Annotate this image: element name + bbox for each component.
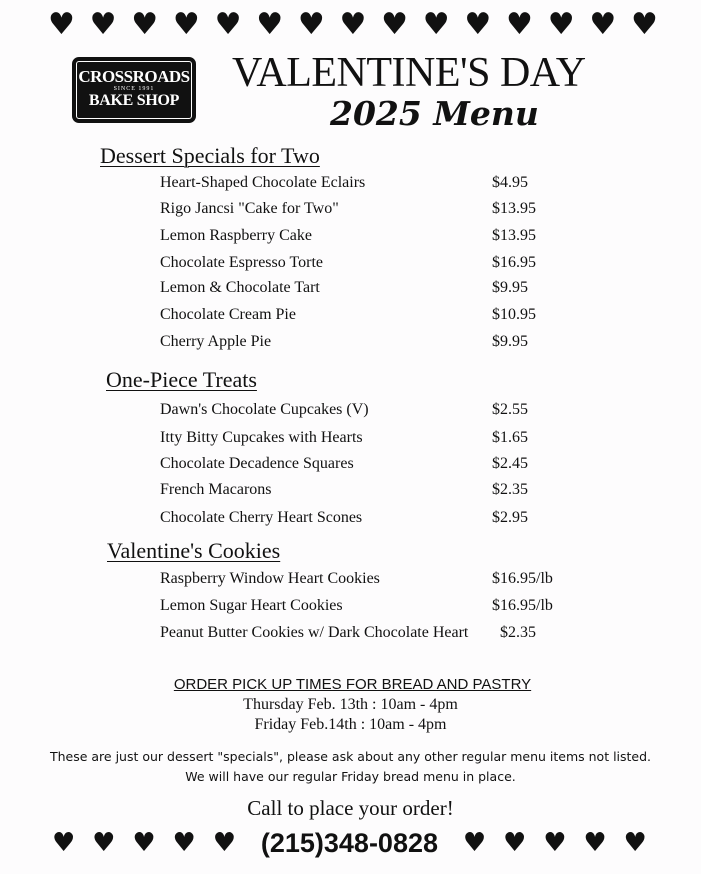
heart-icon: ♥ [462, 828, 487, 858]
item-name: French Macarons [160, 481, 272, 498]
menu-item [160, 452, 640, 476]
menu-item [160, 197, 640, 221]
heart-icon: ♥ [630, 7, 658, 42]
item-price: $10.95 [492, 306, 536, 323]
heart-icon: ♥ [48, 7, 75, 42]
pickup-friday: Friday Feb.14th : 10am - 4pm [254, 716, 447, 733]
item-price: $16.95 [492, 254, 536, 271]
item-name: Itty Bitty Cupcakes with Hearts [160, 429, 363, 446]
item-price: $2.95 [492, 509, 528, 526]
menu-item [160, 478, 640, 502]
item-name: Lemon & Chocolate Tart [160, 279, 320, 296]
menu-item [160, 621, 640, 645]
heart-icon: ♥ [214, 7, 242, 42]
bake-shop-logo [72, 57, 196, 123]
heart-icon: ♥ [256, 7, 284, 42]
pickup-thursday: Thursday Feb. 13th : 10am - 4pm [243, 696, 458, 713]
item-price: $1.65 [492, 429, 528, 446]
item-name: Heart-Shaped Chocolate Eclairs [160, 174, 366, 191]
heart-icon: ♥ [172, 7, 200, 42]
specials-note: These are just our dessert "specials", please ask about any other regular menu items not listed. [49, 749, 652, 764]
item-name: Chocolate Cherry Heart Scones [160, 509, 363, 526]
menu-item [160, 398, 640, 422]
phone-number[interactable]: (215)348-0828 [260, 827, 438, 858]
heart-icon: ♥ [381, 7, 409, 42]
menu-item [160, 171, 640, 195]
call-to-order: Call to place your order! [247, 796, 454, 820]
item-price: $2.45 [492, 455, 528, 472]
item-price: $16.95/lb [492, 597, 553, 614]
menu-item [160, 330, 640, 354]
heart-icon: ♥ [623, 828, 647, 858]
item-price: $13.95 [492, 200, 536, 217]
item-price: $9.95 [492, 333, 528, 350]
item-name: Rigo Jancsi "Cake for Two" [160, 200, 339, 217]
heart-icon: ♥ [503, 828, 527, 858]
pickup-times-title: ORDER PICK UP TIMES FOR BREAD AND PASTRY [173, 676, 532, 693]
logo-line-1: CROSSROADS [78, 67, 190, 86]
item-price: $2.35 [492, 481, 528, 498]
heart-icon: ♥ [297, 7, 325, 42]
menu-item [160, 303, 640, 327]
heart-icon: ♥ [92, 828, 116, 858]
logo-line-2: SINCE 1991 [113, 86, 155, 92]
section-title-dessert-specials: Dessert Specials for Two [100, 143, 320, 168]
item-name: Cherry Apple Pie [160, 333, 272, 350]
item-price: $2.35 [500, 624, 536, 641]
item-name: Chocolate Decadence Squares [160, 455, 354, 472]
heart-icon: ♥ [339, 7, 367, 42]
menu-item [160, 506, 640, 530]
item-price: $4.95 [492, 174, 528, 191]
item-name: Chocolate Espresso Torte [160, 254, 323, 271]
heart-icon: ♥ [583, 828, 607, 858]
item-price: $13.95 [492, 227, 536, 244]
menu-item [160, 426, 640, 450]
heart-icon: ♥ [422, 7, 450, 42]
page-title: VALENTINE'S DAY [232, 50, 586, 96]
item-price: $16.95/lb [492, 570, 553, 587]
menu-item [160, 251, 640, 275]
heart-icon: ♥ [212, 828, 236, 858]
menu-item [160, 567, 640, 591]
item-price: $9.95 [492, 279, 528, 296]
menu-item [160, 594, 640, 618]
heart-icon: ♥ [547, 7, 575, 42]
item-name: Dawn's Chocolate Cupcakes (V) [160, 401, 369, 418]
heart-icon: ♥ [172, 828, 196, 858]
heart-icon: ♥ [89, 7, 117, 42]
menu-subtitle: 2025 Menu [330, 94, 539, 133]
menu-item [160, 276, 640, 300]
item-name: Lemon Raspberry Cake [160, 227, 312, 244]
item-name: Chocolate Cream Pie [160, 306, 296, 323]
section-title-valentines-cookies: Valentine's Cookies [107, 538, 281, 563]
item-price: $2.55 [492, 401, 528, 418]
heart-icon: ♥ [131, 7, 159, 42]
heart-icon: ♥ [589, 7, 617, 42]
bottom-hearts-row [52, 826, 647, 860]
item-name: Peanut Butter Cookies w/ Dark Chocolate Heart [160, 624, 469, 641]
section-title-one-piece-treats: One-Piece Treats [106, 367, 257, 392]
logo-line-3: BAKE SHOP [88, 92, 180, 109]
item-name: Lemon Sugar Heart Cookies [160, 597, 343, 614]
heart-icon: ♥ [506, 7, 533, 42]
heart-icon: ♥ [543, 828, 567, 858]
top-hearts-row [48, 7, 658, 42]
heart-icon: ♥ [464, 7, 492, 42]
heart-icon: ♥ [52, 828, 76, 858]
heart-icon: ♥ [132, 828, 156, 858]
bread-menu-note: We will have our regular Friday bread menu in place. [185, 769, 516, 784]
menu-item [160, 224, 640, 248]
item-name: Raspberry Window Heart Cookies [160, 570, 380, 587]
